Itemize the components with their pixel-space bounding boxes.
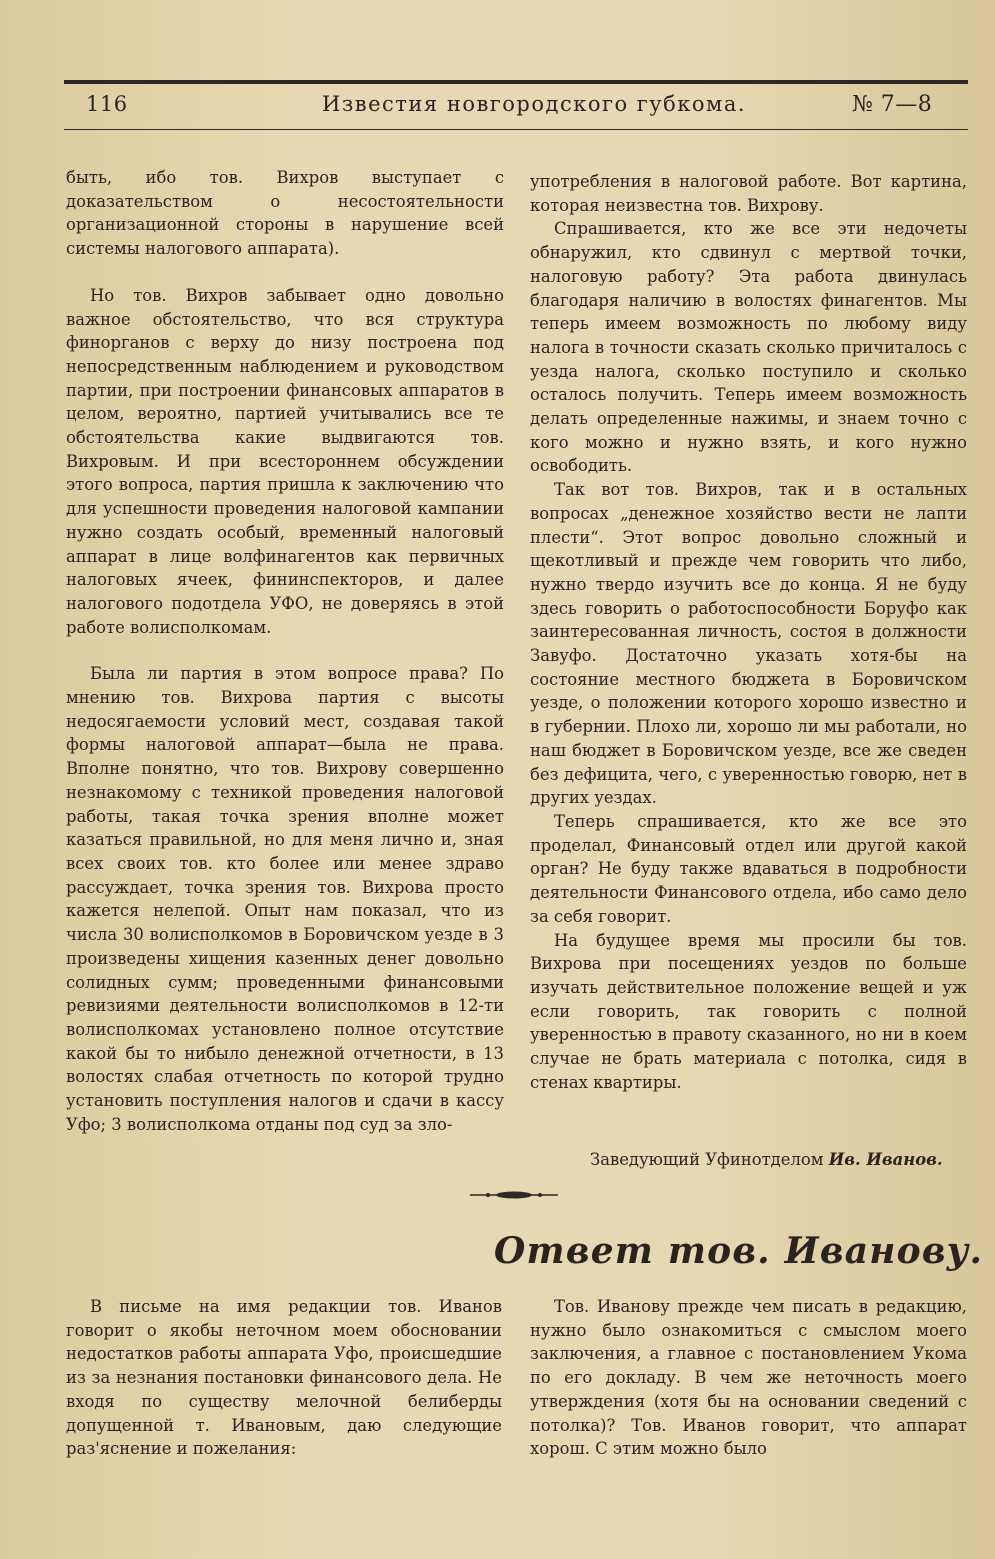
page-number: 116: [86, 92, 128, 116]
paragraph: Теперь спрашивается, кто же все это проделал, Финансовый отдел или другой какой орган? Не буду также вдаваться в подробности деятельности Финансового отдела, ибо само дело за себя говорит.: [530, 811, 967, 926]
issue-number: № 7—8: [852, 92, 933, 117]
paragraph: быть, ибо тов. Вихров выступает с доказательством о несостоятельности организационной стороны в нарушение всей системы налогового аппарата).: [66, 168, 504, 259]
article-left-column: [66, 166, 504, 1136]
reply-right-column: [530, 1295, 967, 1461]
paragraph: Но тов. Вихров забывает одно довольно важное обстоятельство, что вся структура финорганов с верху до низу построена под непосредственным наблюдением и руководством партии, при построении финансовых аппаратов в целом, вероятно, партией учитывались все те обстоятельства какие выдвигаются тов. Вихровым. И при всестороннем обсуждении этого вопроса, партия пришла к заключению что для успешности проведения налоговой кампании нужно создать особый, временный налоговый аппарат в лице волфинагентов как первичных налоговых ячеек, фининспекторов, и далее налогового подотдела УФО, не доверяясь в этой работе волисполкомам.: [66, 285, 504, 637]
signature-position: Заведующий Уфинотделом: [590, 1150, 824, 1169]
header-rule-top: [64, 80, 968, 84]
ornamental-divider: [466, 1189, 562, 1201]
signature-line: [590, 1150, 943, 1169]
paragraph: Тов. Иванову прежде чем писать в редакцию, нужно было ознакомиться с смыслом моего заключения, а главное с постановлением Укома по его докладу. В чем же неточность моего утверждения (хотя бы на основании сведений с потолка)? Тов. Иванов говорит, что аппарат хорош. С этим можно было: [530, 1297, 967, 1459]
article-heading: Ответ тов. Иванову.: [494, 1230, 984, 1272]
article-right-column: [530, 170, 967, 1094]
paragraph: На будущее время мы просили бы тов. Вихрова при посещениях уездов по больше изучать действительное положение вещей и уж если говорить, так говорить с полной уверенностью в правоту сказанного, но ни в коем случае не брать материала с потолка, сидя в стенах квартиры.: [530, 930, 967, 1092]
reply-left-column: [66, 1295, 502, 1461]
paragraph: Так вот тов. Вихров, так и в остальных вопросах „денежное хозяйство вести не лапти плести“. Этот вопрос довольно сложный и щекотливый и прежде чем говорить что либо, нужно твердо изучить все до конца. Я не буду здесь говорить о работоспособности Боруфо как заинтересованная личность, состоя в должности Завуфо. Достаточно указать хотя-бы на состояние местного бюджета в Боровичском уезде, о положении которого хорошо известно и в губернии. Плохо ли, хорошо ли мы работали, но наш бюджет в Боровичском уезде, все же сведен без дефицита, чего, с уверенностью говорю, нет в других уездах.: [530, 480, 967, 808]
paragraph: В письме на имя редакции тов. Иванов говорит о якобы неточном моем обосновании недостатков работы аппарата Уфо, происшедшие из за незнания постановки финансового дела. Не входя по существу мелочной белиберды допущенной т. Ивановым, даю следующие раз'яснение и пожелания:: [66, 1297, 502, 1459]
paragraph: Спрашивается, кто же все эти недочеты обнаружил, кто сдвинул с мертвой точки, налоговую работу? Эта работа двинулась благодаря наличию в волостях финагентов. Мы теперь имеем возможность по любому виду налога в точности сказать сколько причиталось с уезда налога, сколько поступило и сколько осталось получить. Теперь имеем возможность делать определенные нажимы, и знаем точно с кого можно и нужно взять, и кого нужно освободить.: [530, 219, 967, 476]
publication-title: Известия новгородского губкома.: [322, 92, 747, 116]
paragraph: употребления в налоговой работе. Вот картина, которая неизвестна тов. Вихрову.: [530, 172, 967, 215]
header-rule-bottom: [64, 129, 968, 130]
signature-name: Ив. Иванов.: [828, 1150, 943, 1169]
paragraph: Была ли партия в этом вопросе права? По мнению тов. Вихрова партия с высоты недосягаемости условий мест, создавая такой формы налоговой аппарат—была не права. Вполне понятно, что тов. Вихрову совершенно незнакомому с техникой проведения налоговой работы, такая точка зрения вполне может казаться правильной, но для меня лично и, зная всех своих тов. кто более или менее здраво рассуждает, точка зрения тов. Вихрова просто кажется нелепой. Опыт нам показал, что из числа 30 волисполкомов в Боровичском уезде в 3 произведены хищения казенных денег довольно солидных сумм; проведенными финансовыми ревизиями деятельности волисполкомов в 12-ти волисполкомах установлено полное отсутствие какой бы то нибыло денежной отчетности, в 13 волостях слабая отчетность по которой трудно установить поступления налогов и сдачи в кассу Уфо; 3 волисполкома отданы под суд за зло-: [66, 664, 504, 1134]
